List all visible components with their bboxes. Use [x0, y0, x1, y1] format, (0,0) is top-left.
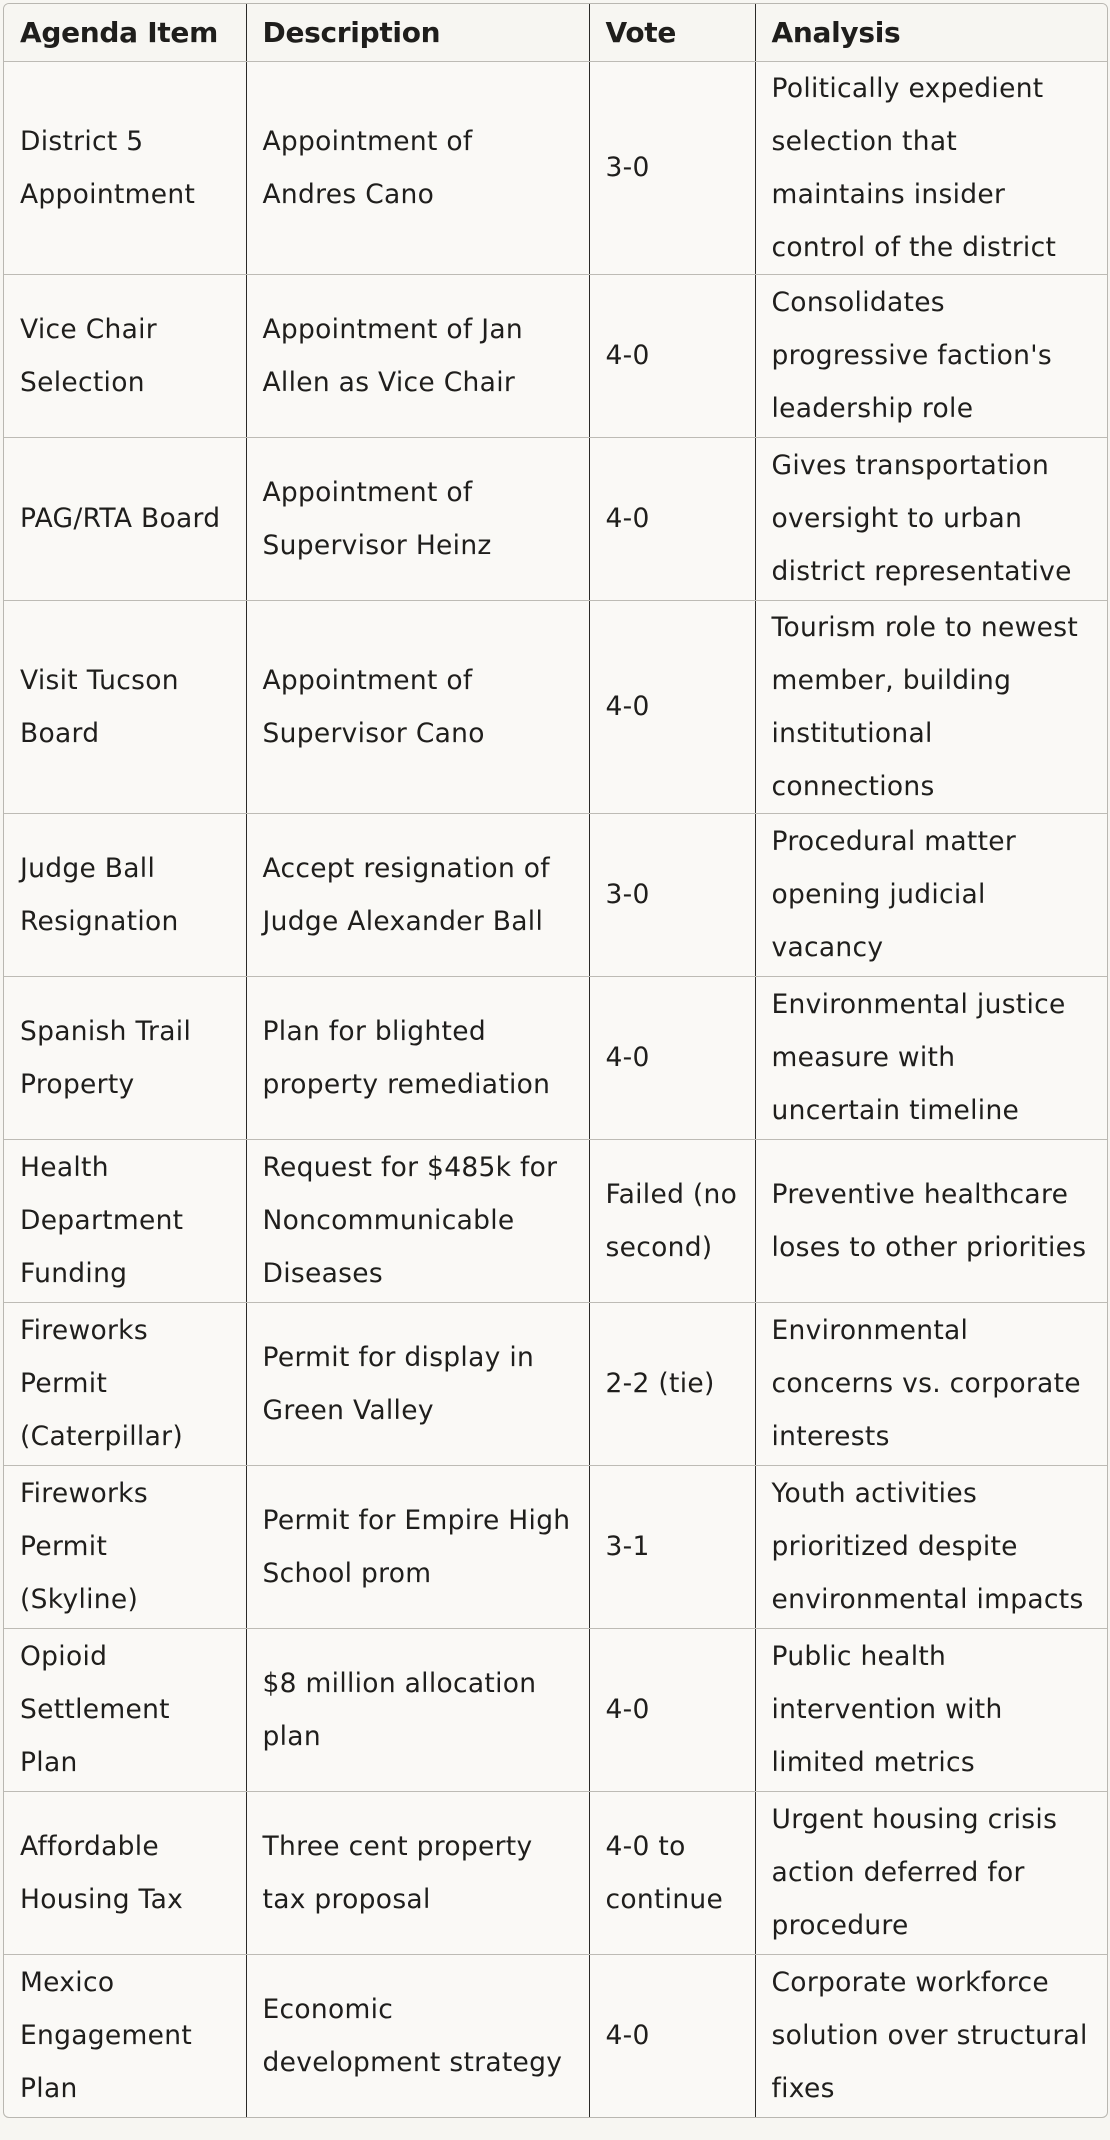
analysis-cell: Environmental concerns vs. corporate interests: [755, 1302, 1107, 1465]
vote-cell: 4-0: [589, 600, 755, 813]
table-row: [4, 1628, 1107, 1791]
vote-cell: 2-2 (tie): [589, 1302, 755, 1465]
analysis-cell: Procedural matter opening judicial vacancy: [755, 813, 1107, 976]
table-row: [4, 813, 1107, 976]
table-row: [4, 1465, 1107, 1628]
agenda-item-cell: Judge Ball Resignation: [4, 813, 246, 976]
description-cell: Request for $485k for Noncommunicable Diseases: [246, 1139, 589, 1302]
analysis-cell: Consolidates progressive faction's leadership role: [755, 274, 1107, 437]
agenda-item-cell: Opioid Settlement Plan: [4, 1628, 246, 1791]
vote-cell: 4-0: [589, 976, 755, 1139]
description-cell: Permit for display in Green Valley: [246, 1302, 589, 1465]
vote-cell: 4-0: [589, 274, 755, 437]
header-vote: Vote: [589, 4, 755, 61]
description-cell: $8 million allocation plan: [246, 1628, 589, 1791]
analysis-cell: Public health intervention with limited metrics: [755, 1628, 1107, 1791]
agenda-table: [4, 4, 1107, 2117]
table-row: [4, 437, 1107, 600]
analysis-cell: Corporate workforce solution over structural fixes: [771, 1967, 1088, 2105]
vote-cell: 4-0 to continue: [589, 1791, 755, 1954]
description-cell: Three cent property tax proposal: [246, 1791, 589, 1954]
agenda-item-cell: Fireworks Permit (Skyline): [4, 1465, 246, 1628]
description-cell: Appointment of Supervisor Cano: [246, 600, 589, 813]
table-row: [4, 1139, 1107, 1302]
table-row: [4, 976, 1107, 1139]
analysis-cell: Environmental justice measure with uncertain timeline: [755, 976, 1107, 1139]
description-cell: Appointment of Andres Cano: [246, 61, 589, 274]
table-row: [4, 274, 1107, 437]
description-cell: Plan for blighted property remediation: [246, 976, 589, 1139]
analysis-cell: Preventive healthcare loses to other priorities: [755, 1139, 1107, 1302]
agenda-item-cell: Mexico Engagement Plan: [4, 1954, 246, 2117]
agenda-item-cell: Affordable Housing Tax: [4, 1791, 246, 1954]
vote-cell: 4-0: [589, 1628, 755, 1791]
description-cell: Economic development strategy: [246, 1954, 589, 2117]
header-agenda-item: Agenda Item: [4, 4, 246, 61]
table-row: [4, 1302, 1107, 1465]
table-header-row: [4, 4, 1107, 61]
agenda-item-cell: Fireworks Permit (Caterpillar): [4, 1302, 246, 1465]
vote-cell: 4-0: [589, 1954, 755, 2117]
agenda-item-cell: Vice Chair Selection: [4, 274, 246, 437]
table-row: [4, 1791, 1107, 1954]
vote-cell: 3-0: [589, 813, 755, 976]
analysis-cell: Politically expedient selection that maintains insider control of the district: [755, 61, 1107, 274]
analysis-cell: Tourism role to newest member, building institutional connections: [755, 600, 1107, 813]
table-row: [4, 1954, 1107, 2117]
vote-cell: 3-1: [589, 1465, 755, 1628]
vote-cell: Failed (no second): [589, 1139, 755, 1302]
header-analysis: Analysis: [755, 4, 1107, 61]
vote-cell: 3-0: [589, 61, 755, 274]
analysis-cell: Urgent housing crisis action deferred for procedure: [755, 1791, 1107, 1954]
table-row: [4, 61, 1107, 274]
analysis-cell: Gives transportation oversight to urban district representative: [755, 437, 1107, 600]
agenda-item-cell: Health Department Funding: [4, 1139, 246, 1302]
description-cell: Accept resignation of Judge Alexander Ball: [246, 813, 589, 976]
agenda-item-cell: PAG/RTA Board: [4, 437, 246, 600]
agenda-table-container: [3, 3, 1108, 2118]
table-row: [4, 600, 1107, 813]
vote-cell: 4-0: [589, 437, 755, 600]
description-cell: Permit for Empire High School prom: [246, 1465, 589, 1628]
agenda-item-cell: District 5 Appointment: [4, 61, 246, 274]
analysis-cell: Youth activities prioritized despite environmental impacts: [755, 1465, 1107, 1628]
description-cell: Appointment of Jan Allen as Vice Chair: [246, 274, 589, 437]
agenda-item-cell: Spanish Trail Property: [4, 976, 246, 1139]
agenda-item-cell: Visit Tucson Board: [4, 600, 246, 813]
description-cell: Appointment of Supervisor Heinz: [246, 437, 589, 600]
header-description: Description: [246, 4, 589, 61]
